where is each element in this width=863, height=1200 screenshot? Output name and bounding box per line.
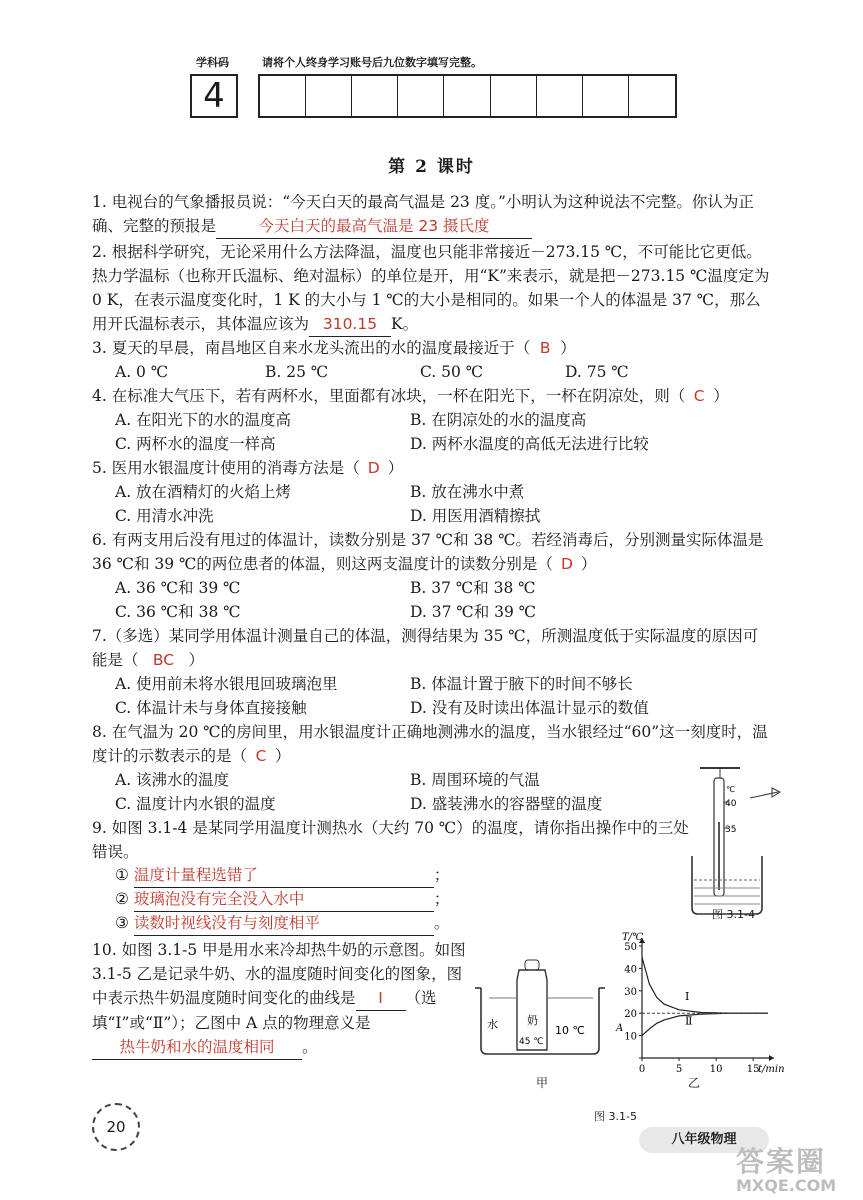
answer-blank: 读数时视线没有与刻度相平 [134, 911, 434, 936]
option-d: D. 37 ℃和 39 ℃ [410, 603, 537, 621]
error-line-2 [115, 887, 449, 912]
unit-suffix: K。 [391, 315, 419, 333]
option-b: B. 在阴凉处的水的温度高 [410, 411, 587, 429]
question-text: 6. 有两支用后没有甩过的体温计，读数分别是 37 ℃和 38 ℃。若经消毒后，分别测量实际体温是 36 ℃和 39 ℃的两位患者的体温，则这两支温度计的读数分别是（ [92, 531, 764, 573]
question-10 [92, 938, 477, 1060]
x-tick-label: 15 [746, 1064, 760, 1075]
paren-close: ） [387, 459, 404, 477]
temperature-time-chart [600, 926, 785, 1088]
answer-blank: 玻璃泡没有完全没入水中 [134, 887, 434, 912]
option-b: B. 周围环境的气温 [410, 771, 540, 789]
series-line [642, 1013, 768, 1035]
figure-sublabel-jia: 甲 [536, 1076, 549, 1090]
tick-label: 35 [725, 825, 737, 835]
unit-label: ℃ [726, 785, 735, 794]
question-text: 4. 在标准大气压下，若有两杯水，里面都有冰块，一杯在阳光下，一杯在阴凉处，则（ [92, 387, 686, 405]
answer-blank: Ⅰ [356, 986, 406, 1011]
answer-blank: 今天白天的最高气温是 23 摄氏度 [216, 214, 532, 239]
answer-choice: C [693, 387, 705, 405]
option-c: C. 36 ℃和 38 ℃ [115, 603, 241, 621]
question-8 [92, 720, 772, 768]
circled-number: ① [115, 866, 129, 884]
option-a: A. 36 ℃和 39 ℃ [115, 579, 241, 597]
page-number: 20 [92, 1103, 140, 1151]
answer-choice: D [560, 555, 573, 573]
milk-label: 奶 [527, 1014, 538, 1027]
option-a: A. 0 ℃ [115, 363, 169, 381]
tick-label: 40 [725, 799, 737, 809]
thermometer-figure [680, 762, 790, 920]
question-text: 10. 如图 3.1-5 甲是用水来冷却热牛奶的示意图。如图 3.1-5 乙是记录牛奶、水的温度随时间变化的图象，图中表示热牛奶温度随时间变化的曲线是 [92, 941, 466, 1007]
question-4 [92, 384, 772, 408]
option-a: A. 该沸水的温度 [115, 771, 230, 789]
option-d: D. 没有及时读出体温计显示的数值 [410, 699, 649, 717]
x-axis-label: t/min [758, 1064, 785, 1075]
circled-number: ③ [115, 914, 129, 932]
milk-temp-label: 45 ℃ [519, 1037, 544, 1047]
punct: 。 [433, 914, 450, 932]
question-text: 2. 根据科学研究，无论采用什么方法降温，温度也只能非常接近－273.15 ℃，不可能比它更低。热力学温标（也称开氏温标、绝对温标）的单位是开，用“K”来表示，就是把－273.15 ℃温度定为 0 K，在表示温度变化时，1 K 的大小与 1 ℃的大小是相同的。如果一个人的体温是 37 ℃，那么用开氏温标表示，其体温应该为 [92, 243, 770, 333]
watermark-bottom: MXQE.COM [736, 1176, 837, 1195]
watermark [736, 1140, 836, 1195]
water-temp-label: 10 ℃ [555, 1024, 585, 1037]
question-text: 9. 如图 3.1-4 是某同学用温度计测热水（大约 70 ℃）的温度，请你指出操作中的三处错误。 [92, 819, 689, 861]
digit-box[interactable] [260, 76, 306, 116]
answer-blank: 310.15 [309, 312, 391, 337]
digit-box[interactable] [583, 76, 629, 116]
y-tick-label: 30 [624, 986, 637, 998]
question-text: 8. 在气温为 20 ℃的房间里，用水银温度计正确地测沸水的温度，当水银经过“60”这一刻度时，温度计的示数表示的是（ [92, 723, 768, 765]
y-tick-label: 20 [624, 1009, 637, 1021]
option-c: C. 体温计未与身体直接接触 [115, 699, 307, 717]
y-tick-label: 40 [624, 964, 637, 976]
option-d: D. 75 ℃ [565, 363, 629, 381]
digit-box[interactable] [629, 76, 675, 116]
y-tick-label: 50 [624, 942, 637, 953]
option-d: D. 用医用酒精擦拭 [410, 507, 541, 525]
series-line [642, 957, 768, 1013]
account-digit-boxes[interactable] [258, 74, 677, 118]
option-c: C. 温度计内水银的温度 [115, 795, 276, 813]
option-c: C. 50 ℃ [420, 363, 484, 381]
series-label: Ⅱ [685, 1014, 693, 1028]
question-6 [92, 528, 772, 576]
question-text: 7.（多选）某同学用体温计测量自己的体温，测得结果为 35 ℃，所测温度低于实际温度的原因可能是（ [92, 627, 759, 669]
digit-box[interactable] [537, 76, 583, 116]
answer-blank: 温度计量程选错了 [134, 863, 434, 888]
question-text: 5. 医用水银温度计使用的消毒方法是（ [92, 459, 360, 477]
chart-lines [615, 957, 768, 1035]
point-a-label: A [616, 1023, 624, 1035]
paren-close: ） [560, 339, 576, 357]
x-tick-label: 5 [675, 1064, 683, 1075]
question-text: 1. 电视台的气象播报员说：“今天白天的最高气温是 23 度。”小明认为这种说法不完整。你认为正确、完整的预报是 [92, 193, 754, 235]
digit-box[interactable] [398, 76, 444, 116]
paren-close: ） [580, 555, 597, 573]
error-line-3 [115, 911, 449, 936]
punct: ； [433, 866, 450, 884]
digit-box[interactable] [352, 76, 398, 116]
figure-caption: 图 3.1-5 [594, 1110, 637, 1123]
question-5 [92, 456, 772, 480]
digit-box[interactable] [444, 76, 490, 116]
option-d: D. 盛装沸水的容器壁的温度 [410, 795, 603, 813]
question-3 [92, 336, 772, 360]
milk-cooling-figure [475, 958, 605, 1068]
digit-box[interactable] [491, 76, 537, 116]
answer-choice: D [367, 459, 380, 477]
paren-close: ） [188, 651, 205, 669]
option-a: A. 放在酒精灯的火焰上烤 [115, 483, 292, 501]
subject-code-label: 学科码 [196, 56, 229, 69]
figure-caption: 图 3.1-4 [712, 908, 755, 921]
figure-sublabel-yi: 乙 [688, 1076, 701, 1090]
digit-box[interactable] [306, 76, 352, 116]
subject-code-box: 4 [190, 74, 238, 118]
answer-blank: 热牛奶和水的温度相同 [92, 1035, 302, 1060]
circled-number: ② [115, 890, 129, 908]
option-b: B. 37 ℃和 38 ℃ [410, 579, 536, 597]
x-axis-arrow [769, 1055, 774, 1061]
question-9 [92, 816, 692, 864]
option-b: B. 25 ℃ [265, 363, 329, 381]
paren-close: ） [713, 387, 729, 405]
answer-choice: C [255, 747, 267, 765]
option-d: D. 两杯水温度的高低无法进行比较 [410, 435, 649, 453]
x-tick-label: 10 [709, 1064, 723, 1075]
question-2 [92, 240, 772, 337]
water-label: 水 [487, 1018, 498, 1031]
paren-close: ） [275, 747, 291, 765]
page-title: 第 2 课时 [388, 157, 475, 177]
series-label: Ⅰ [685, 989, 690, 1003]
answer-choice: BC [152, 651, 175, 669]
option-b: B. 放在沸水中煮 [410, 483, 525, 501]
option-c: C. 用清水冲洗 [115, 507, 214, 525]
punct: 。 [302, 1038, 318, 1056]
option-a: A. 使用前未将水银甩回玻璃泡里 [115, 675, 338, 693]
book-label: 八年级物理 [639, 1127, 769, 1153]
answer-choice: B [539, 339, 551, 357]
y-tick-label: 10 [624, 1031, 637, 1043]
chart-ticks [624, 942, 768, 1075]
punct: ； [433, 890, 450, 908]
y-axis-label: T/℃ [622, 932, 644, 943]
option-a: A. 在阳光下的水的温度高 [115, 411, 292, 429]
question-1 [92, 190, 772, 239]
option-c: C. 两杯水的温度一样高 [115, 435, 276, 453]
error-line-1 [115, 863, 449, 888]
question-text: （选填“Ⅰ”或“Ⅱ”）；乙图中 A 点的物理意义是 [92, 989, 437, 1032]
question-7 [92, 624, 772, 672]
chart-axes [622, 932, 785, 1075]
question-text: 3. 夏天的早晨，南昌地区自来水龙头流出的水的温度最接近于（ [92, 339, 531, 357]
watermark-top: 答案圈 [736, 1145, 827, 1178]
x-tick-label: 0 [638, 1064, 646, 1075]
account-instruction: 请将个人终身学习账号后九位数字填写完整。 [262, 56, 482, 69]
option-b: B. 体温计置于腋下的时间不够长 [410, 675, 633, 693]
